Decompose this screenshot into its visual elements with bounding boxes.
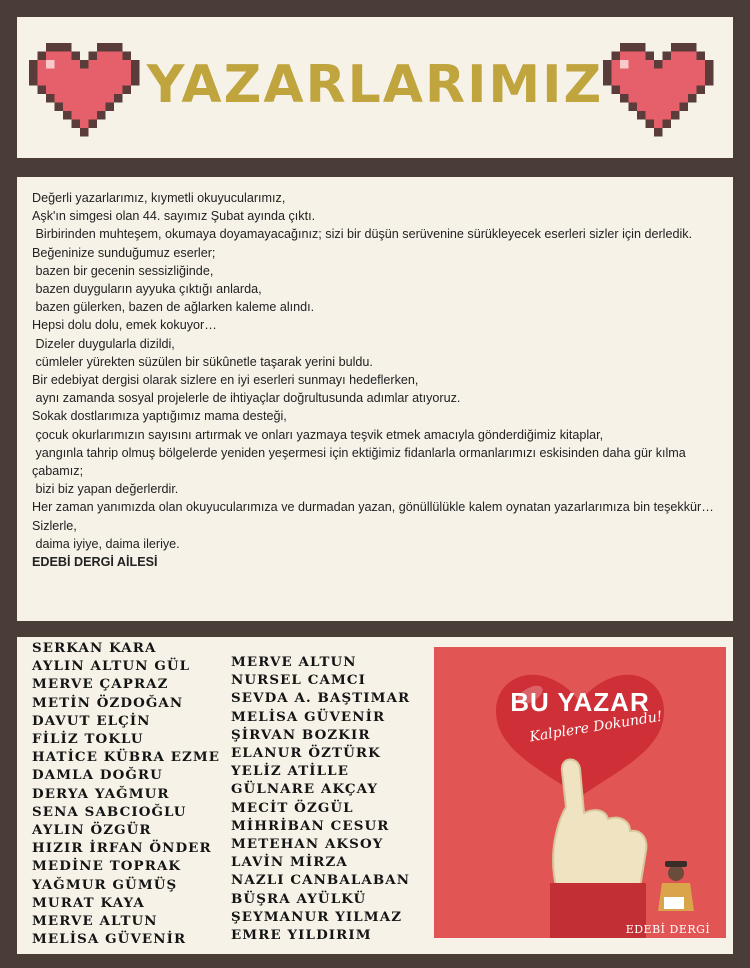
heart-pixel	[603, 77, 612, 86]
heart-pixel	[654, 60, 663, 69]
author-name: GÜLNARE AKÇAY	[231, 781, 379, 798]
heart-pixel	[705, 77, 714, 86]
heart-pixel	[637, 77, 646, 86]
author-name: BÜŞRA AYÜLKÜ	[231, 890, 367, 907]
author-name: MERVE ALTUN	[231, 654, 357, 670]
heart-pixel	[637, 94, 646, 103]
heart-pixel	[688, 86, 697, 95]
heart-pixel	[663, 120, 672, 129]
author-name: SERKAN KARA	[32, 640, 157, 656]
authors-panel	[17, 637, 733, 954]
reader-head	[668, 865, 684, 881]
heart-pixel	[671, 86, 680, 95]
author-name: MELİSA GÜVENİR	[231, 708, 386, 725]
heart-pixel	[654, 103, 663, 112]
heart-pixel	[680, 52, 689, 61]
heart-pixel	[620, 94, 629, 103]
heart-pixel	[114, 43, 123, 52]
author-name: AYLIN ÖZGÜR	[32, 822, 152, 839]
page-title: YAZARLARIMIZ	[146, 55, 604, 115]
heart-pixel	[705, 60, 714, 69]
heart-pixel	[646, 111, 655, 120]
heart-pixel	[629, 103, 638, 112]
heart-pixel	[620, 86, 629, 95]
author-name: YAĞMUR GÜMÜŞ	[32, 876, 178, 893]
author-name: ŞİRVAN BOZKIR	[231, 726, 371, 743]
heart-pixel	[680, 43, 689, 52]
author-name: MİHRİBAN CESUR	[231, 817, 390, 834]
author-name: SEVDA A. BAŞTIMAR	[231, 690, 411, 707]
heart-pixel	[46, 43, 55, 52]
heart-pixel	[80, 120, 89, 129]
heart-pixel	[654, 77, 663, 86]
heart-pixel	[663, 86, 672, 95]
heart-pixel	[620, 60, 629, 69]
heart-pixel	[629, 69, 638, 78]
author-name: MELİSA GÜVENİR	[32, 931, 187, 948]
heart-pixel	[663, 77, 672, 86]
promo-script: Kalplere Dokundu!	[528, 708, 664, 746]
heart-pixel	[646, 52, 655, 61]
heart-pixel	[654, 86, 663, 95]
heart-pixel	[89, 120, 98, 129]
heart-pixel	[680, 94, 689, 103]
author-name: HIZIR İRFAN ÖNDER	[32, 840, 212, 857]
heart-pixel	[654, 128, 663, 137]
header-panel	[17, 17, 733, 158]
author-name: METEHAN AKSOY	[231, 836, 384, 853]
heart-pixel	[688, 69, 697, 78]
heart-pixel	[697, 77, 706, 86]
editorial-letter	[32, 189, 722, 571]
author-name: NAZLI CANBALABAN	[231, 872, 411, 889]
heart-pixel	[688, 94, 697, 103]
heart-pixel	[680, 77, 689, 86]
heart-pixel	[671, 111, 680, 120]
author-name: AYLIN ALTUN GÜL	[32, 658, 191, 675]
heart-pixel	[629, 86, 638, 95]
heart-pixel	[671, 77, 680, 86]
heart-pixel	[646, 69, 655, 78]
pixel-heart-icon	[603, 43, 714, 142]
promo-brand: EDEBİ DERGİ	[625, 923, 711, 936]
heart-pixel	[637, 69, 646, 78]
author-name: NURSEL CAMCI	[231, 672, 366, 689]
heart-pixel	[55, 43, 64, 52]
heart-pixel	[705, 69, 714, 78]
heart-pixel	[688, 43, 697, 52]
author-name: MERVE ALTUN	[32, 913, 158, 930]
heart-pixel	[663, 103, 672, 112]
heart-pixel	[663, 111, 672, 120]
author-name: YELİZ ATİLLE	[231, 763, 350, 780]
heart-pixel	[654, 69, 663, 78]
heart-pixel	[629, 60, 638, 69]
heart-pixel	[646, 60, 655, 69]
heart-pixel	[620, 69, 629, 78]
heart-pixel	[697, 60, 706, 69]
author-name: DERYA YAĞMUR	[32, 785, 170, 802]
promo-title: BU YAZAR	[510, 687, 650, 717]
heart-pixel	[637, 43, 646, 52]
reader-hat	[665, 861, 687, 867]
heart-pixel	[680, 69, 689, 78]
author-name: DAVUT ELÇİN	[32, 712, 151, 729]
heart-pixel	[603, 60, 612, 69]
heart-pixel	[663, 52, 672, 61]
author-list-column-1	[32, 639, 220, 948]
author-name: ŞEYMANUR YILMAZ	[231, 908, 403, 925]
heart-pixel	[671, 69, 680, 78]
heart-pixel	[663, 69, 672, 78]
author-name: MERVE ÇAPRAZ	[32, 676, 169, 693]
author-name: SENA SABCIOĞLU	[32, 803, 187, 820]
heart-pixel	[680, 60, 689, 69]
author-name: DAMLA DOĞRU	[32, 767, 163, 784]
heart-pixel	[646, 120, 655, 129]
pixel-heart-graphic	[603, 43, 714, 137]
heart-pixel	[63, 43, 72, 52]
heart-pixel	[72, 120, 81, 129]
author-name: MECİT ÖZGÜL	[231, 799, 354, 816]
heart-pixel	[680, 103, 689, 112]
heart-pixel	[637, 52, 646, 61]
heart-pixel	[97, 43, 106, 52]
heart-pixel	[671, 43, 680, 52]
heart-pixel	[629, 52, 638, 61]
heart-pixel	[671, 52, 680, 61]
heart-pixel	[671, 94, 680, 103]
heart-pixel	[629, 43, 638, 52]
heart-pixel	[646, 86, 655, 95]
heart-pixel	[654, 94, 663, 103]
heart-pixel	[612, 60, 621, 69]
heart-pixel	[646, 94, 655, 103]
heart-pixel	[612, 86, 621, 95]
author-list-column-2	[231, 653, 410, 944]
author-name: HATİCE KÜBRA EZME	[32, 749, 221, 766]
letter-body: Değerli yazarlarımız, kıymetli okuyucularımız, Aşk'ın simgesi olan 44. sayımız Şubat ayında çıktı. Birbirinden muhteşem, okumaya doyamayacağınız; sizi bir düşün serüvenine sürükleyecek eserleri sizler için derledik. Beğeninize sunduğumuz eserler; bazen bir gecenin sessizliğinde, bazen duyguların ayyuka çıktığı anlarda, bazen gülerken, bazen de ağlarken kaleme alındı. Hepsi dolu dolu, emek kokuyor… Dizeler duygularla dizildi, cümleler yürekten süzülen bir sükûnetle taşarak yerini buldu. Bir edebiyat dergisi olarak sizlere en iyi eserleri sunmayı hedeflerken, aynı zamanda sosyal projelerle de ihtiyaçlar doğrultusunda adımlar atıyoruz. Sokak dostlarımıza yaptığımız mama desteği, çocuk okurlarımızın sayısını artırmak ve onları yazmaya teşvik etmek amacıyla gönderdiğimiz kitaplar, yangınla tahrip olmuş bölgelerde yeniden yeşermesi için ektiğimiz fidanlarla ormanlarımızı eskisinden daha gür kılma çabamız; bizi biz yapan değerlerdir. Her zaman yanımızda olan okuyucularımıza ve durmadan yazan, gönüllülükle kalem oynatan yazarlarımıza bin teşekkür… Sizlerle, daima iyiye, daima ileriye.	[32, 191, 714, 551]
heart-pixel	[646, 103, 655, 112]
heart-pixel	[646, 77, 655, 86]
heart-pixel	[637, 86, 646, 95]
heart-pixel	[697, 52, 706, 61]
heart-pixel	[620, 77, 629, 86]
heart-pixel	[612, 69, 621, 78]
heart-pixel	[671, 60, 680, 69]
author-name: METİN ÖZDOĞAN	[32, 694, 184, 711]
letter-signature: EDEBİ DERGİ AİLESİ	[32, 555, 158, 570]
heart-pixel	[671, 103, 680, 112]
heart-pixel	[629, 77, 638, 86]
heart-pixel	[680, 86, 689, 95]
author-name: MEDİNE TOPRAK	[32, 858, 182, 875]
heart-pixel	[106, 43, 115, 52]
heart-pixel	[688, 60, 697, 69]
heart-pixel	[697, 86, 706, 95]
heart-pixel	[80, 128, 89, 137]
author-name: MURAT KAYA	[32, 894, 145, 911]
heart-pixel	[637, 103, 646, 112]
heart-pixel	[663, 94, 672, 103]
author-name: EMRE YILDIRIM	[231, 927, 372, 944]
heart-pixel	[663, 60, 672, 69]
author-name: LAVİN MİRZA	[231, 854, 348, 871]
heart-pixel	[620, 52, 629, 61]
heart-pixel	[629, 94, 638, 103]
heart-pixel	[688, 52, 697, 61]
reader-book	[664, 897, 684, 909]
heart-pixel	[654, 111, 663, 120]
heart-pixel	[688, 77, 697, 86]
heart-pixel	[612, 52, 621, 61]
author-name: FİLİZ TOKLU	[32, 731, 144, 748]
author-name: ELANUR ÖZTÜRK	[231, 745, 381, 762]
heart-pixel	[620, 43, 629, 52]
heart-pixel	[612, 77, 621, 86]
heart-pixel	[637, 60, 646, 69]
heart-pixel	[697, 69, 706, 78]
promo-card	[434, 647, 726, 938]
heart-pixel	[637, 111, 646, 120]
heart-pixel	[654, 120, 663, 129]
letter-panel	[17, 177, 733, 621]
heart-pixel	[603, 69, 612, 78]
